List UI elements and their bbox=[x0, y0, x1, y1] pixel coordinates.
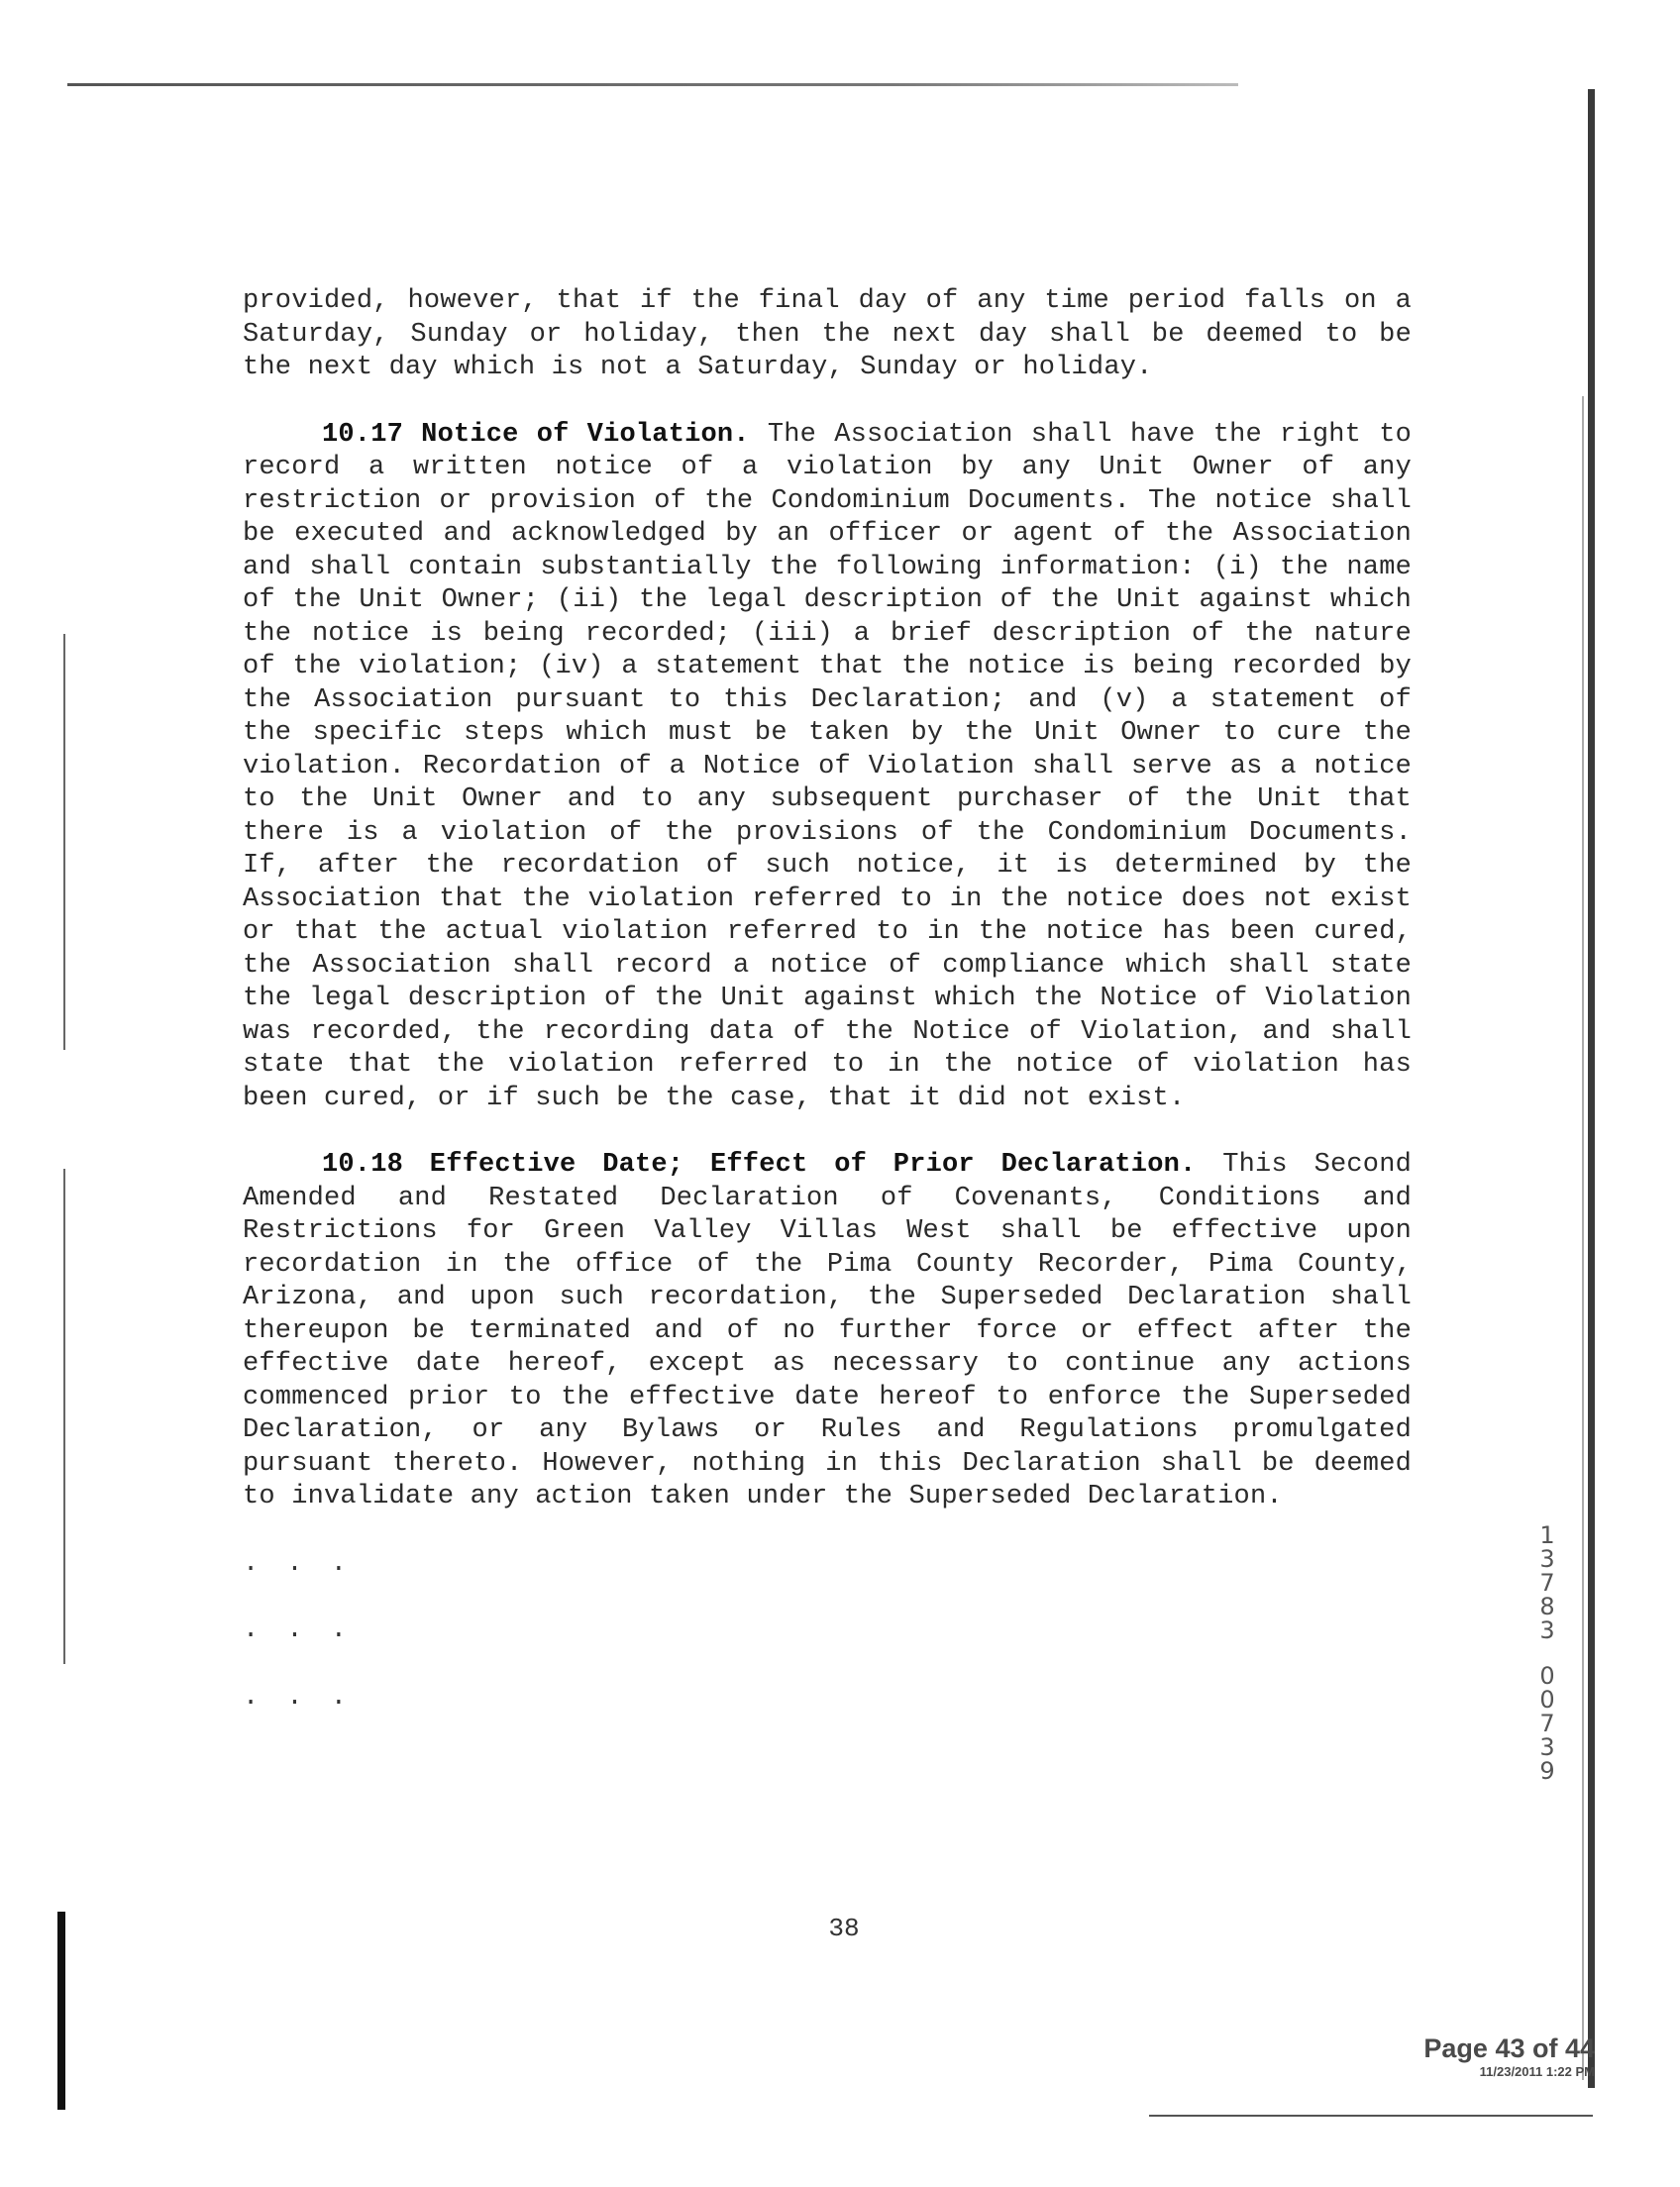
section-number: 10.18 bbox=[322, 1150, 404, 1180]
section-body: The Association shall have the right to record a written notice of a violation by any Unit Owner of any restriction or provision of the Condominium Documents. The notice shall be executed and acknowledged by an officer or agent of the Association and shall contain substantially the following information: (i) the name of the Unit Owner; (ii) the legal description of the Unit against which the notice is being recorded; (iii) a brief description of the nature of the violation; (iv) a statement that the notice is being recorded by the Association pursuant to this Declaration; and (v) a statement of the specific steps which must be taken by the Unit Owner to cure the violation. Recordation of a Notice of Violation shall serve as a notice to the Unit Owner and to any subsequent purchaser of the Unit that there is a violation of the provisions of the Condominium Documents. If, after the recordation of such notice, it is determined by the Association that the violation referred to in the notice does not exist or that the actual violation referred to in the notice has been cured, the Association shall record a notice of compliance which shall state the legal description of the Unit against which the Notice of Violation was recorded, the recording data of the Notice of Violation, and shall state that the violation referred to in the notice of violation has been cured, or if such be the case, that it did not exist. bbox=[243, 419, 1413, 1113]
page-number: 38 bbox=[828, 1914, 860, 1943]
section-heading: Effective Date; Effect of Prior Declaration. bbox=[429, 1150, 1197, 1180]
scan-bottom-border bbox=[1149, 2115, 1593, 2117]
section-number: 10.17 bbox=[322, 419, 404, 450]
scan-left-binding bbox=[57, 1912, 65, 2110]
section-body: This Second Amended and Restated Declaration of Covenants, Conditions and Restrictions for Green Valley Villas West shall be effective upon recordation in the office of the Pima County Recorder, Pima County, Arizona, and upon such recordation, the Superseded Declaration shall thereupon be terminated and of no further force or effect after the effective date hereof, except as necessary to continue any actions commenced prior to the effective date hereof to enforce the Superseded Declaration, or any Bylaws or Rules and Regulations promulgated pursuant thereto. However, nothing in this Declaration shall be deemed to invalidate any action taken under the Superseded Declaration. bbox=[243, 1150, 1412, 1511]
recording-number-part1: 13783 bbox=[1539, 1521, 1555, 1644]
recorder-stamp bbox=[1387, 2032, 1595, 2080]
section-10-18 bbox=[243, 1149, 1412, 1514]
paragraph-text: provided, however, that if the final day of any time period falls on a Saturday, Sunday or holiday, then the next day shall be deemed to be the next day which is not a Saturday, Sunday or holiday. bbox=[243, 286, 1412, 382]
scan-left-mark bbox=[63, 634, 65, 1050]
ellipsis: . . . bbox=[243, 1615, 354, 1645]
paragraph-continuation bbox=[243, 285, 1412, 385]
scan-right-inner-line bbox=[1582, 396, 1584, 2080]
recording-number-part2: 00739 bbox=[1539, 1662, 1555, 1785]
ellipsis: . . . bbox=[243, 1548, 354, 1579]
section-10-17 bbox=[243, 419, 1412, 1116]
scan-right-border bbox=[1588, 89, 1595, 2088]
scan-top-border bbox=[67, 83, 1238, 86]
recording-number bbox=[1533, 1523, 1561, 1783]
section-heading: Notice of Violation. bbox=[421, 419, 750, 450]
ellipsis: . . . bbox=[243, 1682, 354, 1713]
document-body bbox=[243, 285, 1412, 1748]
stamp-page-count: Page 43 of 44 bbox=[1423, 2033, 1595, 2063]
scan-left-mark bbox=[63, 1169, 65, 1664]
stamp-datetime: 11/23/2011 1:22 PM bbox=[1479, 2064, 1595, 2079]
